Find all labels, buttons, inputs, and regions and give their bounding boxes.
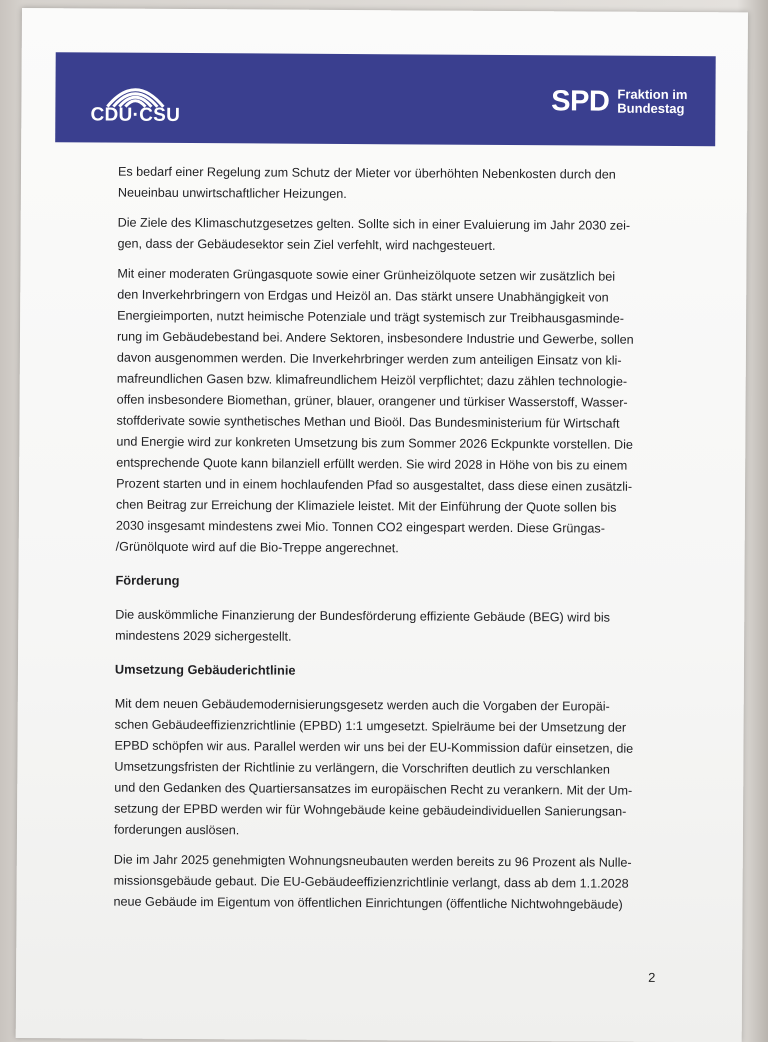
paragraph-gebaeudemodernisierung: Mit dem neuen Gebäudemodernisierungsgesetz werden auch die Vorgaben der Europäi- schen Gebäudeeffizienzrichtlinie (EPBD) 1:1 umgesetzt. Spielräume bei der Umsetzung der EPBD schöpfen wir aus. Parallel werden wir uns bei der EU-Kommission dafür einsetzen, die Umsetzungsfristen der Richtlinie zu verlängern, die Vorschriften deutlich zu verschlanken und den Gedanken des Quartiersansatzes im europäischen Recht zu verankern. Mit der Um- setzung der EPBD werden wir für Wohngebäude keine gebäudeindividuellen Sanierungsan- forderungen auslösen. — [113, 696, 634, 838]
body-text — [113, 162, 658, 925]
paragraph-wohnungsneubauten: Die im Jahr 2025 genehmigten Wohnungsneubauten werden bereits zu 96 Prozent als Nulle- missionsgebäude gebaut. Die EU-Gebäudeeffizienzrichtlinie verlangt, dass ab dem 1.1.2028 neue Gebäude im Eigentum von öffentlichen Einrichtungen (öffentliche Nichtwohngebäude) — [113, 852, 632, 912]
header-banner — [55, 52, 716, 146]
paragraph-klimaschutz: Die Ziele des Klimaschutzgesetzes gelten. Sollte sich in einer Evaluierung im Jahr 2030 zei- gen, dass der Gebäudesektor sein Ziel verfehlt, wird nachgesteuert. — [117, 215, 631, 253]
document-page — [16, 8, 748, 1042]
heading-foerderung: Förderung — [115, 572, 180, 588]
cdu-csu-wordmark: CDU·CSU — [90, 104, 181, 126]
page-number: 2 — [648, 969, 656, 985]
spd-wordmark: SPD — [551, 84, 610, 118]
paragraph-mieter: Es bedarf einer Regelung zum Schutz der Mieter vor überhöhten Nebenkosten durch den Neueinbau unwirtschaftlicher Heizungen. — [117, 164, 616, 201]
paragraph-foerderung: Die auskömmliche Finanzierung der Bundesförderung effiziente Gebäude (BEG) wird bis mindestens 2029 sichergestellt. — [115, 607, 611, 644]
spd-logo — [551, 81, 687, 122]
spd-fraktion-text: Fraktion im Bundestag — [617, 86, 688, 117]
cdu-csu-logo — [85, 70, 185, 131]
heading-umsetzung-gebaeuderichtlinie: Umsetzung Gebäuderichtlinie — [114, 661, 296, 678]
paragraph-gruengasquote: Mit einer moderaten Grüngasquote sowie einer Grünheizölquote setzen wir zusätzlich bei den Inverkehrbringern von Erdgas und Heizöl an. Das stärkt unsere Unabhängigkeit von Energieimporten, nutzt heimische Potenziale und trägt systemisch zur Treibhausgasminde- rung im Gebäudebestand bei. Andere Sektoren, insbesondere Industrie und Gewerbe, sollen davon ausgenommen werden. Die Inverkehrbringer werden zum anteiligen Einsatz von kli- mafreundlichen Gasen bzw. klimafreundlichem Heizöl verpflichtet; dazu zählen technologie- offen insbesondere Biomethan, grüner, blauer, orangener und türkiser Wasserstoff, Wasser- stoffderivate sowie synthetisches Methan und Bioöl. Das Bundesministerium für Wirtschaft und Energie wird zur konkreten Umsetzung bis zum Sommer 2026 Eckpunkte vorstellen. Die entsprechende Quote kann bilanziell erfüllt werden. Sie wird 2028 in Höhe von bis zu einem Prozent starten und in einem hochlaufenden Pfad so ausgestaltet, dass diese einen zusätzli- chen Beitrag zur Erreichung der Klimaziele leistet. Mit der Einführung der Quote sollen bis 2030 insgesamt mindestens zwei Mio. Tonnen CO2 eingespart werden. Diese Grüngas- /Grünölquote wird auf die Bio-Treppe angerechnet. — [115, 266, 634, 556]
